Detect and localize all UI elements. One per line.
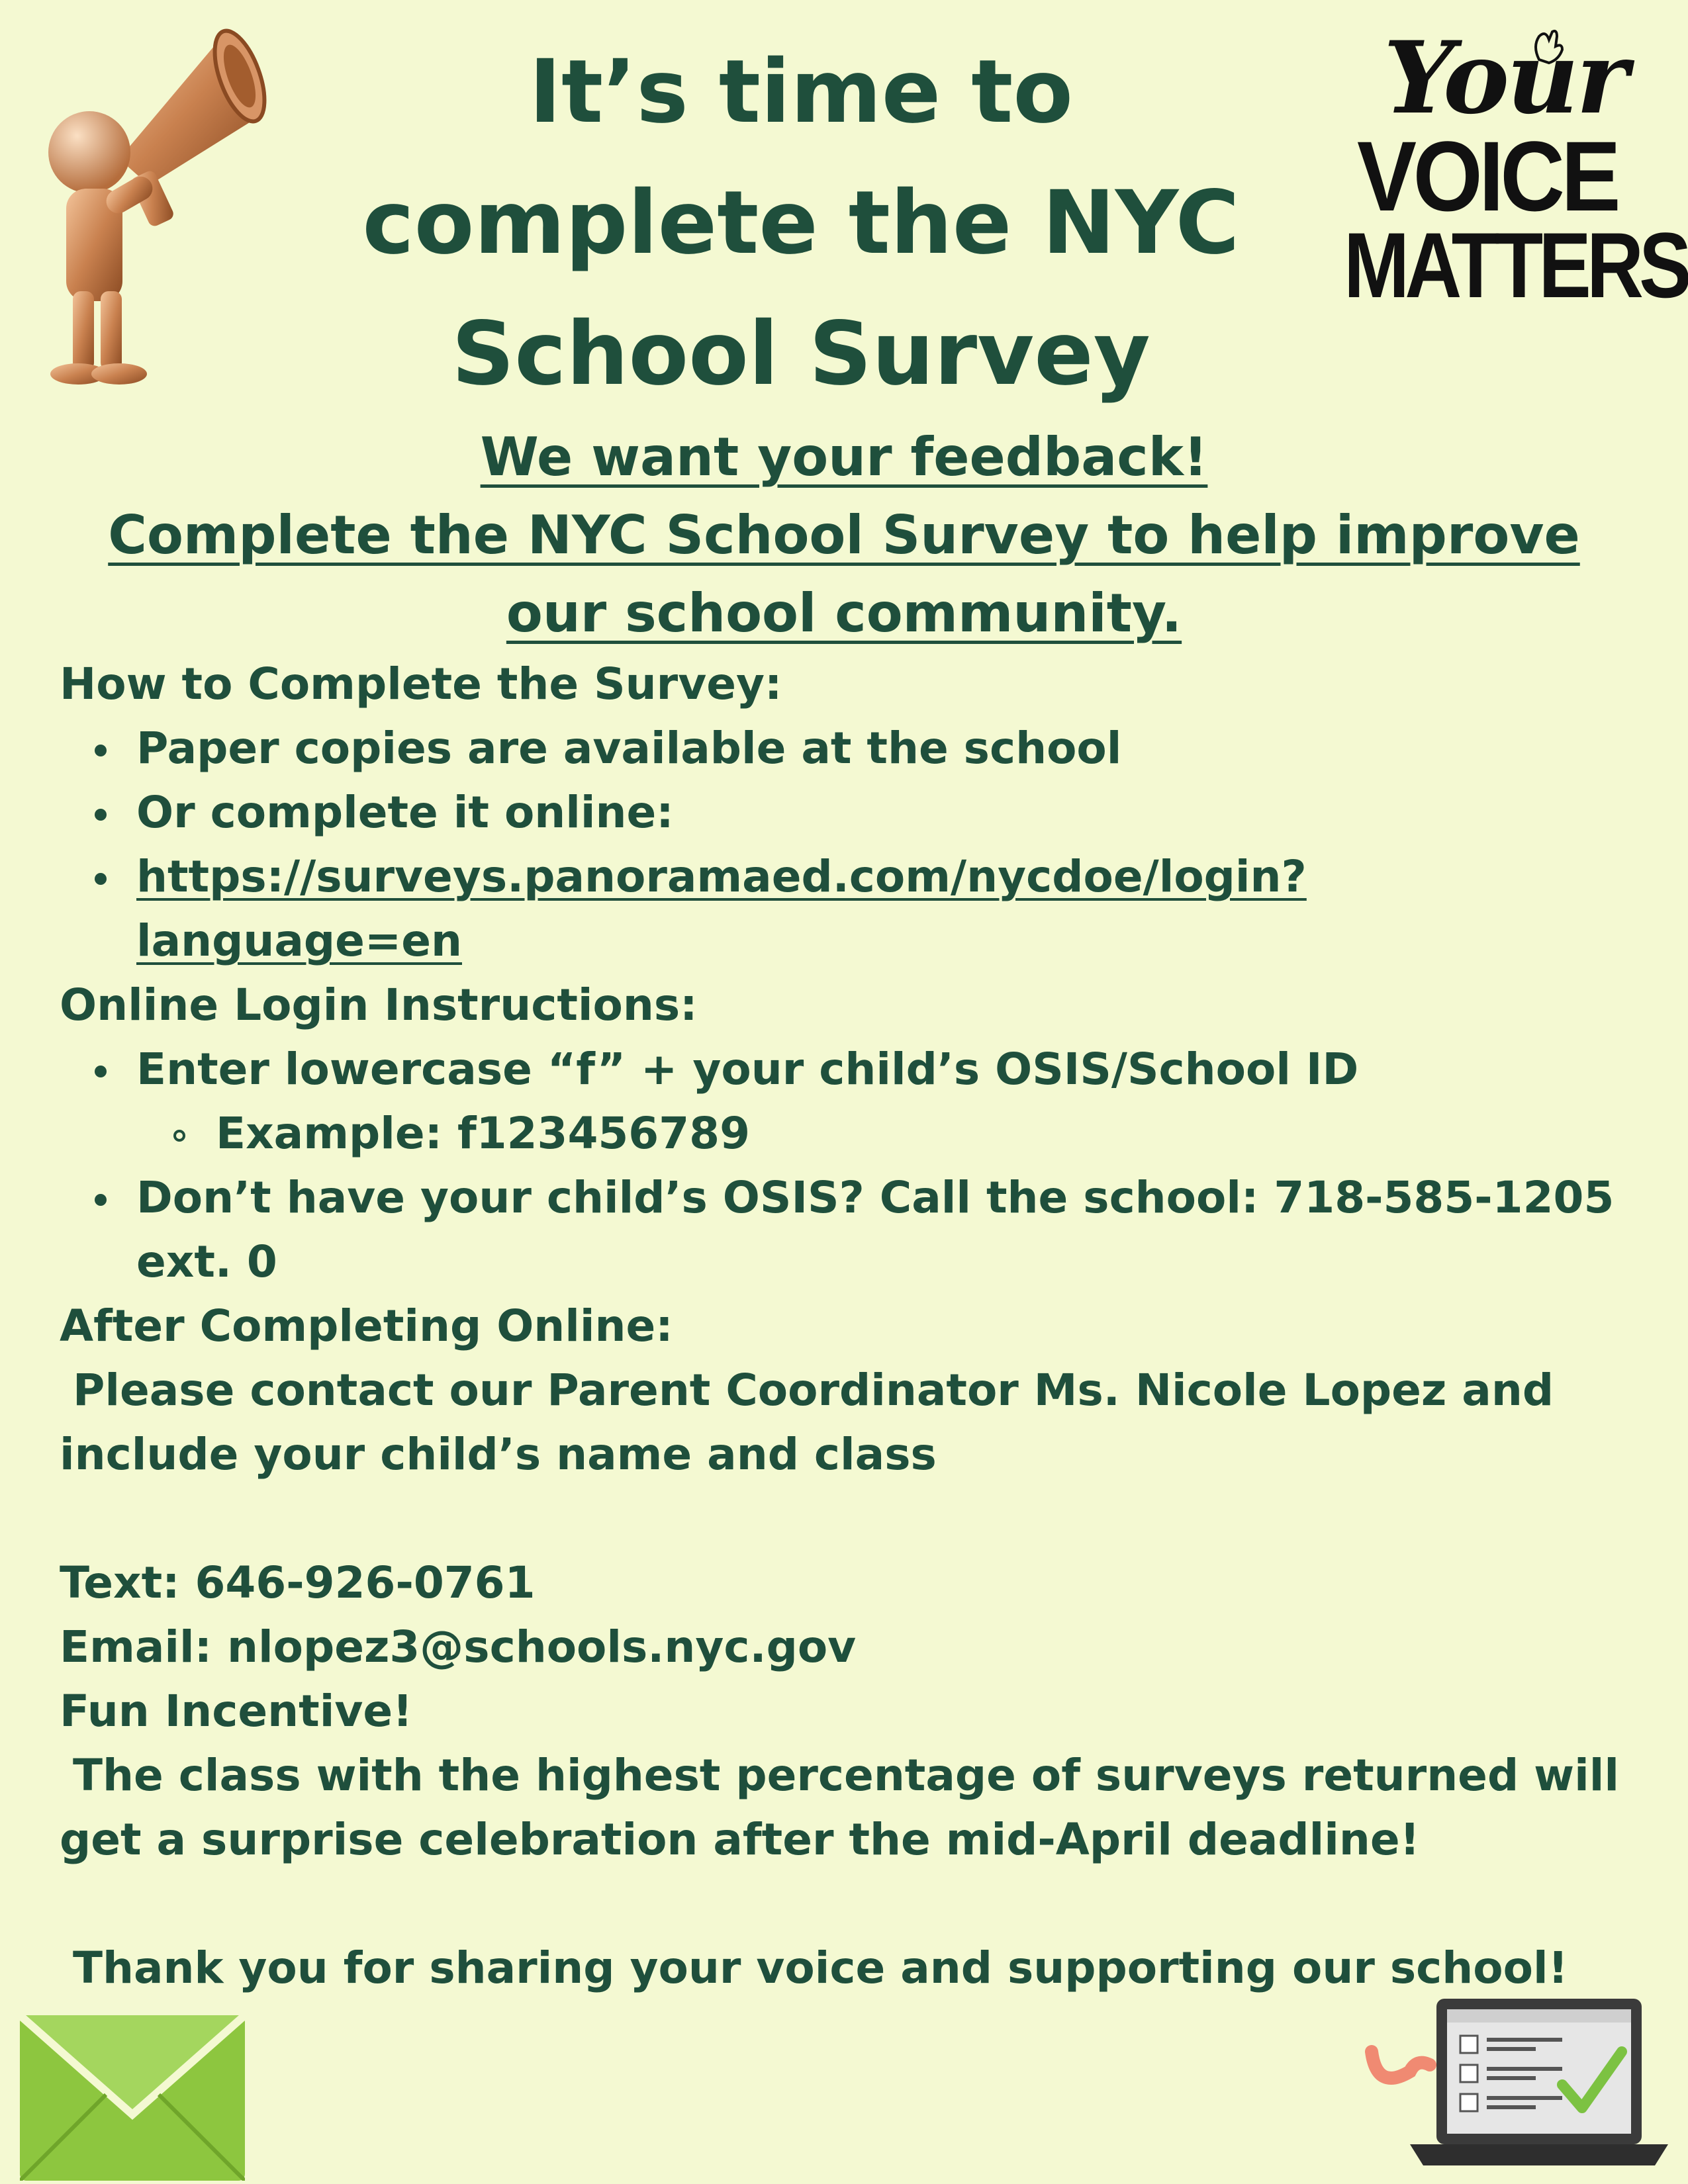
login-item-enter: Enter lowercase “f” + your child’s OSIS/School ID (136, 1044, 1359, 1095)
how-to-item-paper: Paper copies are available at the school (136, 723, 1122, 774)
title-line-1: It’s time to (528, 41, 1074, 143)
page-title (318, 26, 1284, 420)
login-heading: Online Login Instructions: (60, 979, 698, 1030)
logo-word-matters: MATTERS (1344, 213, 1687, 317)
after-heading: After Completing Online: (60, 1300, 673, 1351)
headline-line-1: We want your feedback! (480, 426, 1208, 488)
how-to-heading: How to Complete the Survey: (60, 659, 782, 709)
after-line-1: Please contact our Parent Coordinator Ms. Nicole Lopez and (73, 1365, 1554, 1416)
envelope-icon (20, 2015, 245, 2181)
headline-line-2: Complete the NYC School Survey to help improve (108, 504, 1580, 566)
login-item-osis: Don’t have your child’s OSIS? Call the school: 718-585-1205 (136, 1172, 1615, 1223)
bullet-icon (95, 745, 107, 756)
login-example: Example: f123456789 (216, 1108, 750, 1159)
bullet-icon (95, 873, 107, 885)
incentive-line-1: The class with the highest percentage of surveys returned will (73, 1750, 1620, 1801)
bullet-icon (95, 809, 107, 821)
your-voice-matters-logo (1331, 20, 1687, 338)
bullet-icon (95, 1194, 107, 1206)
after-line-2: include your child’s name and class (60, 1429, 937, 1480)
title-line-3: School Survey (451, 303, 1150, 405)
headline-line-3: our school community. (506, 582, 1182, 644)
incentive-heading: Fun Incentive! (60, 1686, 413, 1737)
waving-hand-icon (1529, 26, 1569, 66)
contact-email: Email: nlopez3@schools.nyc.gov (60, 1621, 857, 1672)
login-item-osis-continued: ext. 0 (136, 1236, 277, 1287)
incentive-line-2: get a surprise celebration after the mid-April deadline! (60, 1814, 1420, 1865)
bullet-icon (95, 1066, 107, 1077)
survey-link[interactable]: https://surveys.panoramaed.com/nycdoe/login? (136, 851, 1307, 902)
contact-text: Text: 646-926-0761 (60, 1557, 536, 1608)
survey-link-continued[interactable]: language=en (136, 915, 462, 966)
laptop-checklist-icon (1364, 1992, 1668, 2171)
sub-bullet-icon (173, 1130, 185, 1142)
title-line-2: complete the NYC (362, 172, 1240, 274)
how-to-item-online: Or complete it online: (136, 787, 674, 838)
logo-word-your: Your (1383, 20, 1626, 136)
closing-message: Thank you for sharing your voice and supporting our school! (73, 1942, 1568, 1993)
logo-word-voice: VOICE (1357, 120, 1618, 232)
megaphone-person-icon (26, 20, 271, 390)
